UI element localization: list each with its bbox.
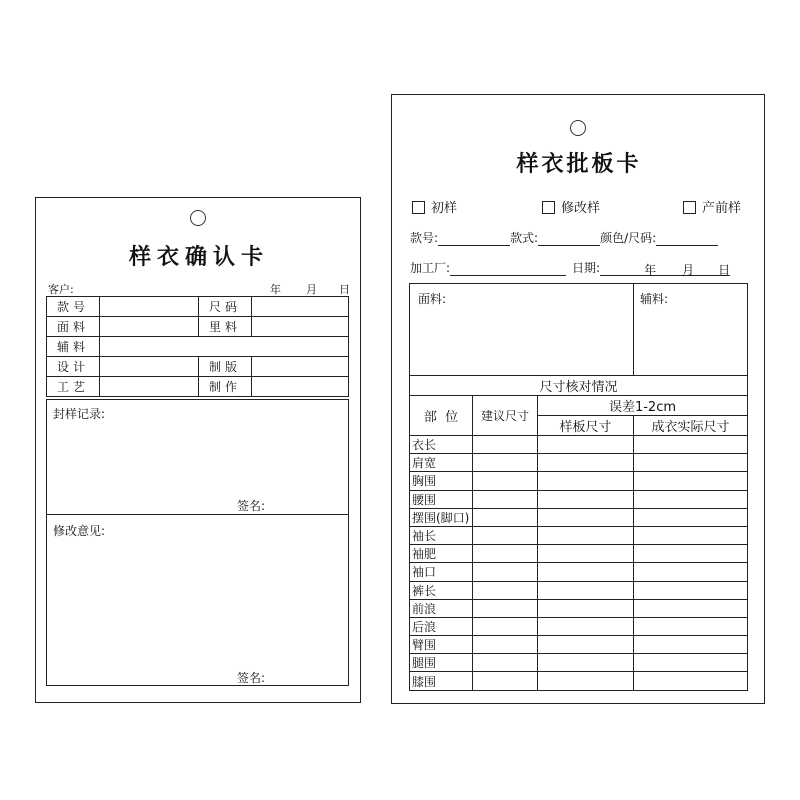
suggested-size-cell[interactable] <box>473 599 538 617</box>
table-row <box>410 672 748 690</box>
tolerance-header: 误差1-2cm <box>538 396 748 416</box>
actual-size-cell[interactable] <box>634 508 748 526</box>
table-row <box>410 599 748 617</box>
part-name: 后浪 <box>410 617 473 635</box>
punch-hole <box>570 120 586 136</box>
table-row <box>410 490 748 508</box>
part-name: 前浪 <box>410 599 473 617</box>
actual-size-cell[interactable] <box>634 581 748 599</box>
checkbox-icon[interactable] <box>412 201 425 214</box>
checkbox-icon[interactable] <box>683 201 696 214</box>
part-name: 袖长 <box>410 526 473 544</box>
actual-size-cell[interactable] <box>634 599 748 617</box>
actual-size-cell[interactable] <box>634 472 748 490</box>
sample-size-cell[interactable] <box>538 508 634 526</box>
actual-size-cell[interactable] <box>634 490 748 508</box>
factory-date-line <box>410 259 730 276</box>
field-value[interactable] <box>100 317 199 337</box>
revision-box[interactable] <box>46 514 349 686</box>
part-name: 袖口 <box>410 563 473 581</box>
part-name: 衣长 <box>410 436 473 454</box>
table-row <box>410 526 748 544</box>
suggested-size-cell[interactable] <box>473 526 538 544</box>
checkbox-initial-sample[interactable] <box>412 197 457 216</box>
sample-size-cell[interactable] <box>538 563 634 581</box>
parts-rows <box>410 436 748 691</box>
sample-approval-card <box>391 94 765 704</box>
sample-size-cell[interactable] <box>538 599 634 617</box>
size-check-title: 尺寸核对情况 <box>410 376 748 396</box>
table-row <box>410 654 748 672</box>
suggested-size-cell[interactable] <box>473 672 538 690</box>
suggested-size-cell[interactable] <box>473 617 538 635</box>
field-value[interactable] <box>252 317 349 337</box>
suggested-size-cell[interactable] <box>473 490 538 508</box>
suggested-size-cell[interactable] <box>473 654 538 672</box>
field-value[interactable] <box>100 357 199 377</box>
field-value[interactable] <box>252 297 349 317</box>
day-label: 日 <box>718 263 731 277</box>
date-field[interactable] <box>600 261 730 276</box>
part-name: 裤长 <box>410 581 473 599</box>
col-suggested-header: 建议尺寸 <box>473 396 538 436</box>
year-label: 年 <box>644 263 657 277</box>
seal-record-box[interactable] <box>46 399 349 515</box>
suggested-size-cell[interactable] <box>473 472 538 490</box>
part-name: 臂围 <box>410 636 473 654</box>
month-label: 月 <box>682 263 695 277</box>
sample-size-cell[interactable] <box>538 672 634 690</box>
part-name: 胸围 <box>410 472 473 490</box>
row-label: 制作 <box>199 377 252 397</box>
suggested-size-cell[interactable] <box>473 436 538 454</box>
col-sample-header: 样板尺寸 <box>538 416 634 436</box>
day-label: 日 <box>339 283 350 296</box>
actual-size-cell[interactable] <box>634 654 748 672</box>
month-label: 月 <box>306 283 317 296</box>
punch-hole <box>190 210 206 226</box>
suggested-size-cell[interactable] <box>473 636 538 654</box>
signature-label: 签名: <box>237 499 266 513</box>
actual-size-cell[interactable] <box>634 436 748 454</box>
sample-size-cell[interactable] <box>538 454 634 472</box>
style-no-label: 款号: <box>410 231 439 245</box>
row-label: 面料 <box>47 317 100 337</box>
sample-size-cell[interactable] <box>538 490 634 508</box>
row-label: 辅料 <box>47 337 100 357</box>
checkbox-revised-sample[interactable] <box>542 197 600 216</box>
table-row <box>410 617 748 635</box>
row-label: 设计 <box>47 357 100 377</box>
card-title: 样衣批板卡 <box>516 151 642 177</box>
color-size-label: 颜色/尺码: <box>600 231 657 245</box>
part-name: 袖肥 <box>410 545 473 563</box>
field-value[interactable] <box>100 377 199 397</box>
revision-label: 修改意见: <box>53 524 106 538</box>
actual-size-cell[interactable] <box>634 563 748 581</box>
customer-label: 客户: <box>48 283 74 296</box>
actual-size-cell[interactable] <box>634 636 748 654</box>
sample-size-cell[interactable] <box>538 581 634 599</box>
accessory-label: 辅料: <box>640 292 669 306</box>
actual-size-cell[interactable] <box>634 617 748 635</box>
color-size-field[interactable] <box>656 231 718 246</box>
sample-size-cell[interactable] <box>538 617 634 635</box>
table-row <box>410 563 748 581</box>
suggested-size-cell[interactable] <box>473 508 538 526</box>
col-part-header: 部 位 <box>410 396 473 436</box>
date-label: 日期: <box>572 261 601 275</box>
actual-size-cell[interactable] <box>634 454 748 472</box>
field-value[interactable] <box>252 357 349 377</box>
sample-size-cell[interactable] <box>538 436 634 454</box>
field-value[interactable] <box>100 297 199 317</box>
table-row <box>410 581 748 599</box>
year-label: 年 <box>270 283 281 296</box>
row-label: 工艺 <box>47 377 100 397</box>
field-value[interactable] <box>252 377 349 397</box>
size-check-table <box>409 283 748 691</box>
row-label: 尺码 <box>199 297 252 317</box>
fabric-cell[interactable] <box>410 284 634 376</box>
seal-record-label: 封样记录: <box>53 407 106 421</box>
sample-confirmation-card <box>35 197 361 703</box>
factory-label: 加工厂: <box>410 261 451 275</box>
part-name: 肩宽 <box>410 454 473 472</box>
checkbox-preproduction-sample[interactable] <box>683 197 741 216</box>
sample-size-cell[interactable] <box>538 526 634 544</box>
field-value[interactable] <box>100 337 349 357</box>
suggested-size-cell[interactable] <box>473 563 538 581</box>
checkbox-icon[interactable] <box>542 201 555 214</box>
accessory-cell[interactable] <box>634 284 748 376</box>
info-table <box>46 296 349 397</box>
style-info-line <box>410 229 718 246</box>
part-name: 摆围(脚口) <box>410 508 473 526</box>
style-no-field[interactable] <box>438 231 510 246</box>
sample-size-cell[interactable] <box>538 636 634 654</box>
factory-field[interactable] <box>450 261 566 276</box>
table-row <box>410 508 748 526</box>
checkbox-label: 修改样 <box>561 201 601 216</box>
style-field[interactable] <box>538 231 600 246</box>
style-label: 款式: <box>510 231 539 245</box>
card-title: 样衣确认卡 <box>128 244 269 270</box>
actual-size-cell[interactable] <box>634 672 748 690</box>
suggested-size-cell[interactable] <box>473 454 538 472</box>
signature-label: 签名: <box>237 671 266 685</box>
fabric-label: 面料: <box>418 292 447 306</box>
table-row <box>410 436 748 454</box>
sample-size-cell[interactable] <box>538 654 634 672</box>
col-actual-header: 成衣实际尺寸 <box>634 416 748 436</box>
checkbox-label: 产前样 <box>702 201 742 216</box>
table-row <box>410 636 748 654</box>
table-row <box>410 545 748 563</box>
actual-size-cell[interactable] <box>634 545 748 563</box>
actual-size-cell[interactable] <box>634 526 748 544</box>
table-row <box>410 472 748 490</box>
row-label: 里料 <box>199 317 252 337</box>
row-label: 制版 <box>199 357 252 377</box>
part-name: 腿围 <box>410 654 473 672</box>
suggested-size-cell[interactable] <box>473 581 538 599</box>
suggested-size-cell[interactable] <box>473 545 538 563</box>
table-row <box>410 454 748 472</box>
row-label: 款号 <box>47 297 100 317</box>
part-name: 膝围 <box>410 672 473 690</box>
checkbox-label: 初样 <box>431 201 458 216</box>
part-name: 腰围 <box>410 490 473 508</box>
sample-size-cell[interactable] <box>538 545 634 563</box>
sample-size-cell[interactable] <box>538 472 634 490</box>
